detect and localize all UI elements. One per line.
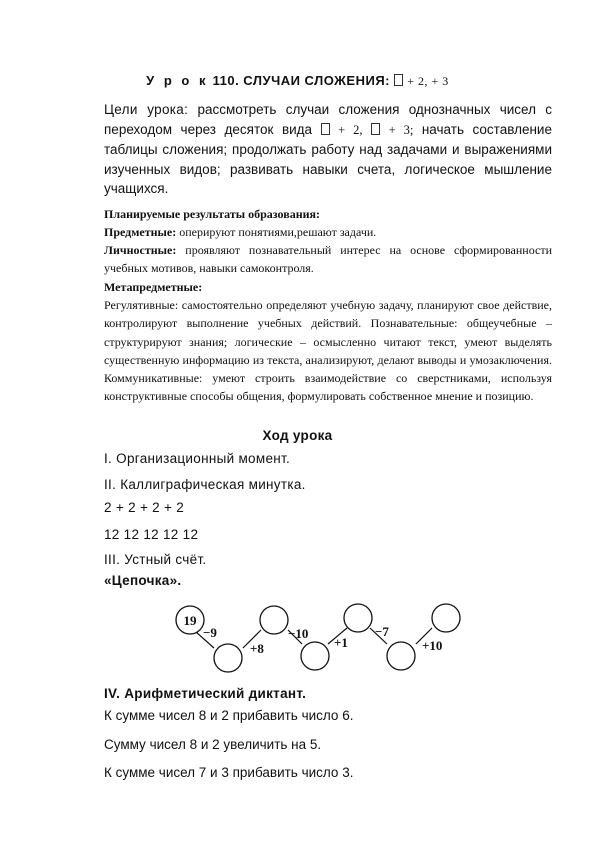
- chain-start-value: 19: [183, 613, 197, 628]
- dictation-item-1: К сумме чисел 8 и 2 прибавить число 6.: [104, 708, 354, 723]
- dictation-item-3: К сумме чисел 7 и 3 прибавить число 3.: [104, 765, 354, 780]
- lesson-goals: [104, 100, 552, 199]
- goals-label: Цели урока:: [104, 102, 189, 117]
- chain-op-4: +1: [334, 635, 348, 650]
- section-calligraphy: II. Каллиграфическая минутка.: [104, 477, 306, 492]
- results-meta-heading: Метапредметные:: [104, 280, 203, 294]
- lesson-word: У р о к: [146, 73, 209, 88]
- goals-formula-2: + 3;: [388, 122, 414, 137]
- chain-circle-4: [344, 604, 372, 632]
- chain-op-3: −10: [288, 626, 309, 641]
- chain-op-6: +10: [422, 638, 443, 653]
- results-meta-text: Регулятивные: самостоятельно определяют учебную задачу, планируют свое действие, контролируют выполнение учебных действий. Познавательные: общеучебные – структурируют знания; логические – осмысленно читают текст, умеют выделять существенную информацию из текста, анализируют, делают выводы и умозаключения. Коммуникативные: умеют строить взаимодействие со сверстниками, используя конструктивные способы общения, формулировать собственное мнение и позицию.: [104, 298, 552, 404]
- goals-text-1: рассмотреть случаи сложения однозначных чисел с переходом через десяток вида: [104, 102, 552, 137]
- section-org-moment: I. Организационный момент.: [104, 451, 291, 466]
- placeholder-box-icon: [371, 123, 380, 135]
- lesson-title: [0, 73, 595, 89]
- dictation-item-2: Сумму чисел 8 и 2 увеличить на 5.: [104, 737, 322, 752]
- chain-op-5: −7: [375, 624, 389, 639]
- section-dictation: IV. Арифметический диктант.: [104, 686, 307, 701]
- chain-circle-6: [432, 604, 460, 632]
- chain-circle-1: [214, 644, 242, 672]
- lesson-topic: 110. СЛУЧАИ СЛОЖЕНИЯ:: [212, 73, 391, 88]
- chain-op-2: +8: [250, 641, 264, 656]
- results-subject: [104, 223, 552, 241]
- goals-text-2: начать составление таблицы сложения; продолжать работу над задачами и выражениями изученных видов; развивать навыки счета, логическое мышление учащихся.: [104, 121, 552, 196]
- personal-text: проявляют познавательный интерес на основе сформированности учебных мотивов, навыки самоконтроля.: [104, 243, 552, 276]
- chain-label: «Цепочка».: [104, 573, 182, 588]
- placeholder-box-icon: [394, 74, 403, 86]
- goals-formula-1: + 2,: [338, 122, 363, 137]
- course-heading: Ход урока: [262, 428, 333, 443]
- personal-label: Личностные:: [104, 243, 177, 257]
- chain-circle-2: [260, 606, 288, 634]
- results-heading: Планируемые результаты образования:: [104, 207, 321, 221]
- title-formula: + 2, + 3: [407, 74, 449, 88]
- chain-op-1: −9: [203, 625, 217, 640]
- chain-diagram: [168, 596, 468, 678]
- chain-circle-5: [387, 642, 415, 670]
- section-oral-count: III. Устный счёт.: [104, 552, 207, 567]
- results-personal: [104, 241, 552, 278]
- chain-circle-3: [301, 642, 329, 670]
- subject-label: Предметные:: [104, 225, 177, 239]
- calligraphy-line-2: 12 12 12 12 12: [104, 527, 199, 542]
- calligraphy-line-1: 2 + 2 + 2 + 2: [104, 500, 185, 515]
- placeholder-box-icon: [321, 123, 330, 135]
- subject-text: оперируют понятиями,решают задачи.: [179, 225, 377, 239]
